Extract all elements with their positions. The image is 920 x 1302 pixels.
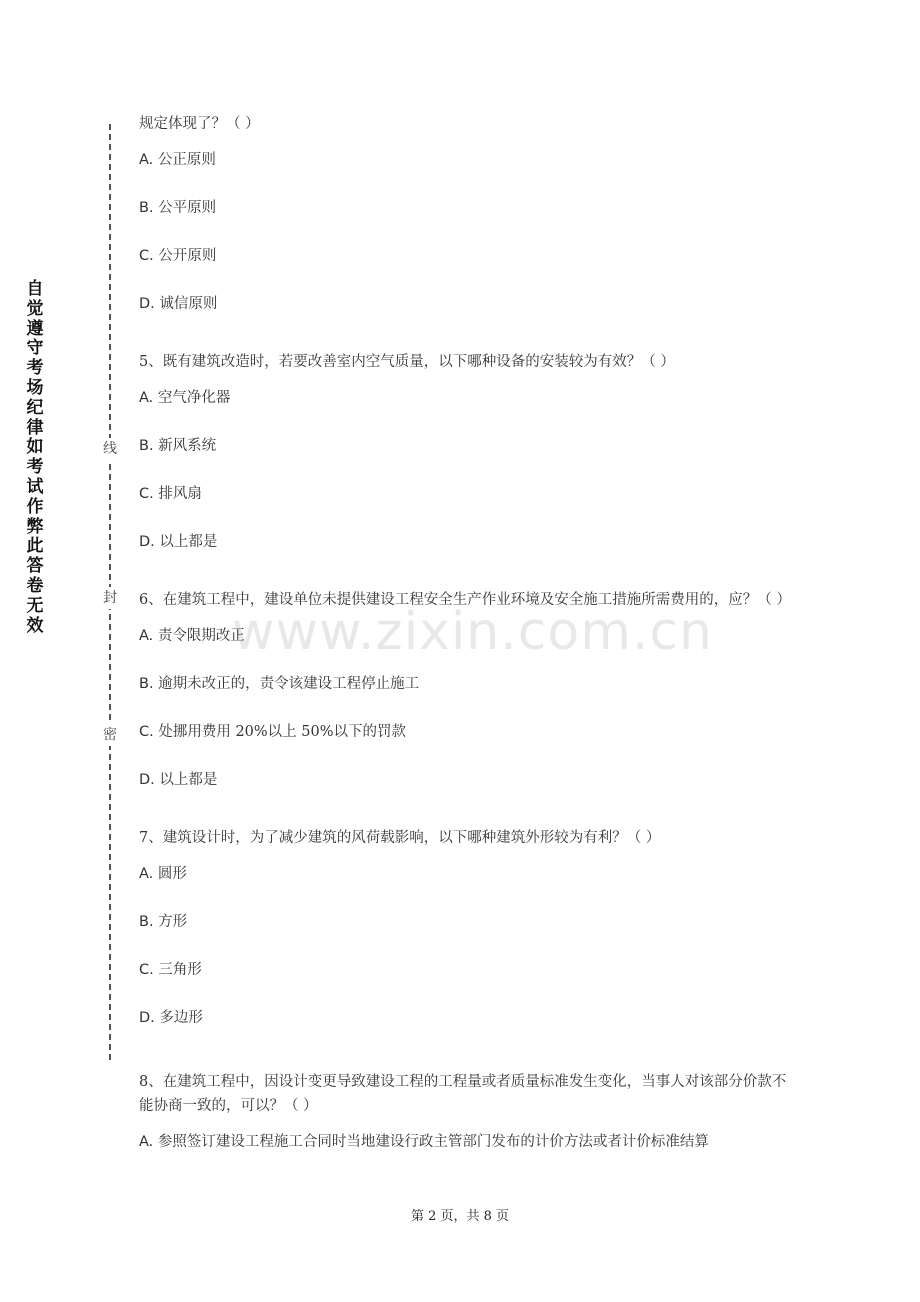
option-label: C. bbox=[139, 248, 154, 264]
binding-label-mi: 密 bbox=[101, 724, 119, 746]
option-a bbox=[139, 862, 789, 886]
option-text: 方形 bbox=[158, 914, 188, 930]
question-continued bbox=[139, 112, 789, 316]
option-label: C. bbox=[139, 486, 154, 502]
question-6 bbox=[139, 588, 789, 792]
option-text: 参照签订建设工程施工合同时当地建设行政主管部门发布的计价方法或者计价标准结算 bbox=[157, 1134, 709, 1150]
option-text: 圆形 bbox=[157, 866, 187, 882]
watermark: www.zixin.com.cn bbox=[232, 602, 713, 662]
option-label: C. bbox=[139, 962, 154, 978]
question-5 bbox=[139, 350, 789, 554]
option-text: 公正原则 bbox=[157, 152, 216, 168]
option-b bbox=[139, 910, 789, 934]
option-label: B. bbox=[139, 438, 154, 454]
question-8 bbox=[139, 1070, 789, 1154]
option-d bbox=[139, 1006, 789, 1030]
exam-discipline-notice: 自觉遵守考场纪律如考试作弊此答卷无效 bbox=[26, 279, 44, 636]
option-text: 多边形 bbox=[159, 1010, 203, 1026]
question-7 bbox=[139, 826, 789, 1030]
page-footer: 第 2 页，共 8 页 bbox=[410, 1209, 510, 1224]
option-label: A. bbox=[139, 1134, 154, 1150]
option-text: 公平原则 bbox=[158, 200, 217, 216]
option-text: 以上都是 bbox=[159, 534, 218, 550]
option-label: B. bbox=[139, 676, 154, 692]
question-text: 5、既有建筑改造时，若要改善室内空气质量，以下哪种设备的安装较为有效？（ ） bbox=[139, 354, 675, 370]
option-a bbox=[139, 1130, 789, 1154]
option-text: 新风系统 bbox=[158, 438, 217, 454]
binding-label-xian: 线 bbox=[101, 438, 119, 460]
option-text: 空气净化器 bbox=[157, 390, 231, 406]
option-label: D. bbox=[139, 534, 155, 550]
option-d bbox=[139, 530, 789, 554]
option-label: D. bbox=[139, 1010, 155, 1026]
option-c bbox=[139, 482, 789, 506]
option-label: B. bbox=[139, 914, 154, 930]
option-text: 诚信原则 bbox=[159, 296, 218, 312]
option-text: 以上都是 bbox=[159, 772, 218, 788]
option-b bbox=[139, 672, 789, 696]
option-label: B. bbox=[139, 200, 154, 216]
option-label: C. bbox=[139, 724, 154, 740]
option-label: D. bbox=[139, 772, 155, 788]
option-c bbox=[139, 720, 789, 744]
option-c bbox=[139, 958, 789, 982]
option-b bbox=[139, 434, 789, 458]
option-c bbox=[139, 244, 789, 268]
option-d bbox=[139, 768, 789, 792]
option-d bbox=[139, 292, 789, 316]
option-b bbox=[139, 196, 789, 220]
option-text: 公开原则 bbox=[158, 248, 217, 264]
question-text: 7、建筑设计时，为了减少建筑的风荷载影响，以下哪种建筑外形较为有利？（ ） bbox=[139, 830, 661, 846]
option-label: A. bbox=[139, 866, 154, 882]
option-text: 逾期未改正的，责令该建设工程停止施工 bbox=[158, 676, 420, 692]
question-text: 6、在建筑工程中，建设单位未提供建设工程安全生产作业环境及安全施工措施所需费用的，应？（ ） bbox=[139, 592, 791, 608]
question-list bbox=[139, 112, 789, 1154]
option-label: A. bbox=[139, 152, 154, 168]
option-text: 责令限期改正 bbox=[157, 628, 245, 644]
option-text: 三角形 bbox=[158, 962, 202, 978]
option-text: 处挪用费用 20%以上 50%以下的罚款 bbox=[158, 724, 407, 740]
option-a bbox=[139, 148, 789, 172]
question-text: 8、在建筑工程中，因设计变更导致建设工程的工程量或者质量标准发生变化，当事人对该部分价款不能协商一致的，可以？（ ） bbox=[139, 1074, 787, 1114]
option-label: A. bbox=[139, 390, 154, 406]
option-label: A. bbox=[139, 628, 154, 644]
option-label: D. bbox=[139, 296, 155, 312]
question-text: 规定体现了？（ ） bbox=[139, 116, 260, 132]
option-a bbox=[139, 624, 789, 648]
option-a bbox=[139, 386, 789, 410]
binding-label-feng: 封 bbox=[101, 587, 119, 609]
option-text: 排风扇 bbox=[158, 486, 202, 502]
